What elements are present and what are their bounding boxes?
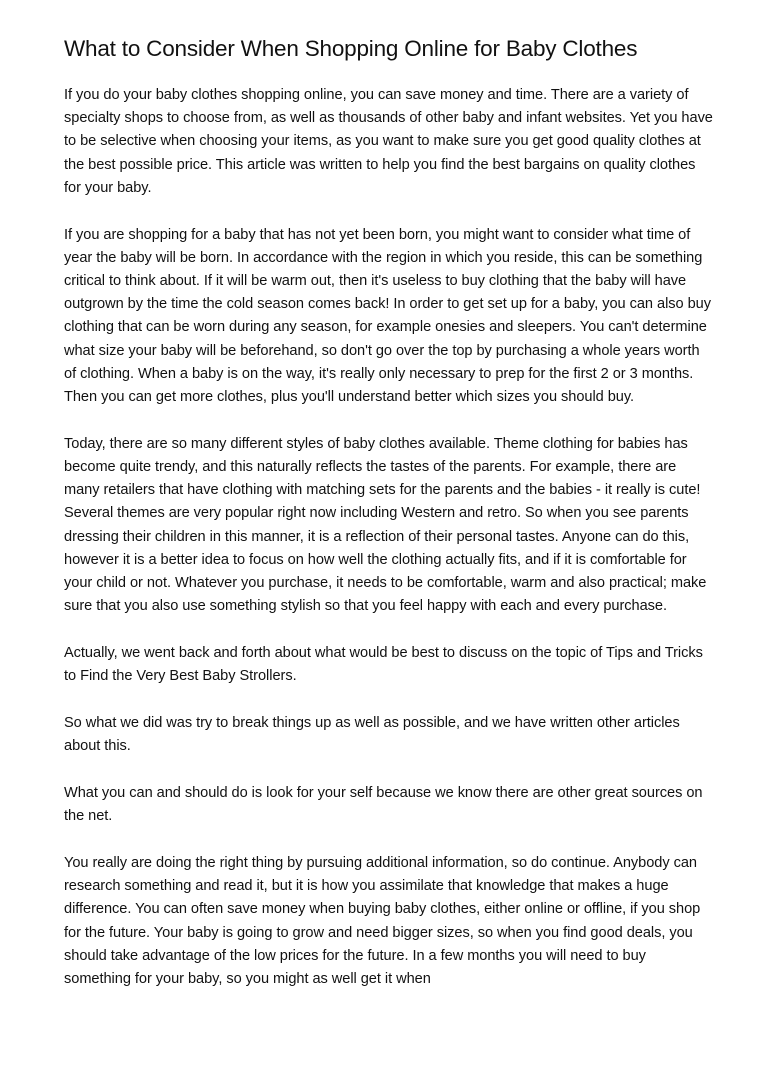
- paragraph-styles: Today, there are so many different styles of baby clothes available. Theme clothing for babies has become quite trendy, and this naturally reflects the tastes of the parents. For example, there are many retailers that have clothing with matching sets for the parents and the babies - it really is cute! Several themes are very popular right now including Western and retro. So when you see parents dressing their children in this manner, it is a reflection of their personal tastes. Anyone can do this, however it is a better idea to focus on how well the clothing actually fits, and if it is comfortable for your child or not. Whatever you purchase, it needs to be comfortable, warm and also practical; make sure that you also use something stylish so that you feel happy with each and every purchase.: [64, 435, 707, 615]
- document-page: [64, 34, 714, 1015]
- paragraph-intro: If you do your baby clothes shopping online, you can save money and time. There are a variety of specialty shops to choose from, as well as thousands of other baby and infant websites. Yet you have to be selective when choosing your items, as you want to make sure you get good quality clothes at the best possible price. This article was written to help you find the best bargains on quality clothes for your baby.: [64, 87, 713, 196]
- paragraph-continue: You really are doing the right thing by pursuing additional information, so do continue. Anybody can research something and read it, but it is how you assimilate that knowledge that makes a huge difference. You can often save money when buying baby clothes, either online or offline, if you shop for the future. Your baby is going to grow and need bigger sizes, so when you find good deals, you should take advantage of the low prices for the future. In a few months you will need to buy something for your baby, so you might as well get it when: [64, 855, 701, 988]
- document-title: What to Consider When Shopping Online for Baby Clothes: [64, 36, 638, 61]
- paragraph-sources: What you can and should do is look for your self because we know there are other great sources on the net.: [64, 785, 703, 825]
- paragraph-articles: So what we did was try to break things up as well as possible, and we have written other articles about this.: [64, 715, 680, 755]
- paragraph-strollers: Actually, we went back and forth about what would be best to discuss on the topic of Tips and Tricks to Find the Very Best Baby Strollers.: [64, 645, 703, 685]
- paragraph-unborn-baby: If you are shopping for a baby that has not yet been born, you might want to consider what time of year the baby will be born. In accordance with the region in which you reside, this can be something critical to think about. If it will be warm out, then it's useless to buy clothing that the baby will have outgrown by the time the cold season comes back! In order to get set up for a baby, you can also buy clothing that can be worn during any season, for example onesies and sleepers. You can't determine what size your baby will be beforehand, so don't go over the top by purchasing a whole years worth of clothing. When a baby is on the way, it's really only necessary to prep for the first 2 or 3 months. Then you can get more clothes, plus you'll understand better which sizes you should buy.: [64, 226, 711, 406]
